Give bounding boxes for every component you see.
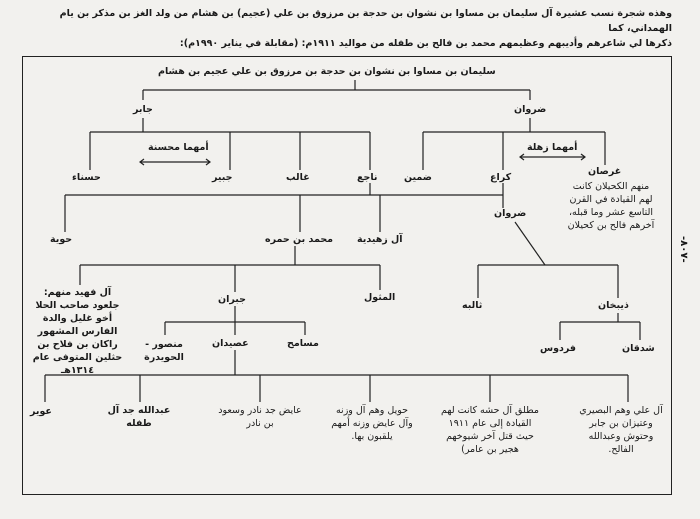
node-huwaya: حوية [50, 234, 73, 245]
intro-line-2: ذكرها لي شاعرهم وأديبهم وعظيمهم محمد بن فالح بن طفله من مواليد ١٩١١م: (مقابلة في يناير ١٩٩٠م): [179, 38, 672, 49]
node-dhumain: ضمين [404, 172, 432, 183]
node-usaidan: عصيدان [212, 338, 249, 349]
node-fardous: فردوس [540, 343, 577, 354]
note-kuhaylan: منهم الكحيلان كانت لهم القيادة في القرن التاسع عشر وما قبله، آخرهم فالح بن كحيلان [567, 181, 655, 231]
note-ayidh: عايض جد نادر وسعود بن نادر [218, 405, 302, 429]
node-musamih: مسامح [287, 338, 319, 349]
node-thaliba: ثالبه [462, 300, 483, 311]
node-dhibkhan: ذيبخان [598, 300, 629, 311]
node-shadqan: شدقان [622, 343, 655, 354]
root-node: سليمان بن مساوا بن نشوان بن حدجة بن مرزوق بن علي عجيم بن هشام [158, 66, 496, 77]
node-uwair: عوير [30, 406, 52, 417]
node-dharwan-2: ضروان [494, 208, 527, 219]
node-mansour: منصور - الحويدرة [144, 339, 184, 363]
page-number: -٨٠٧- [678, 236, 689, 263]
intro-line-1: وهذه شجرة نسب عشيرة آل سليمان بن مساوا بن نشوان بن حدجة بن مرزوق بن علي (عجيم) بن هشام من ولد الغز بن مذكر بن يام الهمداني، كما [59, 8, 672, 34]
node-jubair: جبير [212, 172, 233, 183]
node-dharwan: ضروان [514, 104, 547, 115]
note-al-fuhaid: آل فهيد منهم: جلعود صاحب الحلا أخو غليل والدة الفارس المشهور راكان بن فلاح بن حثلين المتوفى عام ١٣١٤هـ [32, 287, 123, 376]
label-mother-zahla: أمهما زهلة [527, 142, 578, 153]
node-ghursan: غرصان [588, 166, 622, 177]
note-abdullah: عبدالله جد آل طفله [107, 405, 171, 429]
node-muhammad-hamra: محمد بن حمره [265, 234, 334, 245]
label-mother-muhsina: أمهما محسنة [148, 142, 209, 153]
note-mutlaq: مطلق آل حشه كانت لهم القيادة إلى عام ١٩١١ حيث قتل آخر شيوخهم هجير بن عامر) [441, 405, 539, 455]
node-al-mathul: المثول [364, 292, 396, 303]
node-kurra: كراع [490, 172, 512, 183]
note-ali: آل علي وهم البصيري وعتيزان بن جابر وحتوش وعبدالله الفالح. [579, 405, 663, 455]
node-jubran: جبران [218, 294, 246, 305]
note-huwail: حويل وهم آل وزنه وآل عايض وزنه أمهم يلقبون بها. [331, 405, 413, 442]
node-ghalib: غالب [286, 172, 310, 183]
node-al-zuhaid: آل زهيدية [357, 234, 403, 245]
node-jaber: جابر [133, 104, 153, 115]
node-naji: ناجع [357, 172, 378, 183]
node-hasna: حسناء [72, 172, 101, 183]
